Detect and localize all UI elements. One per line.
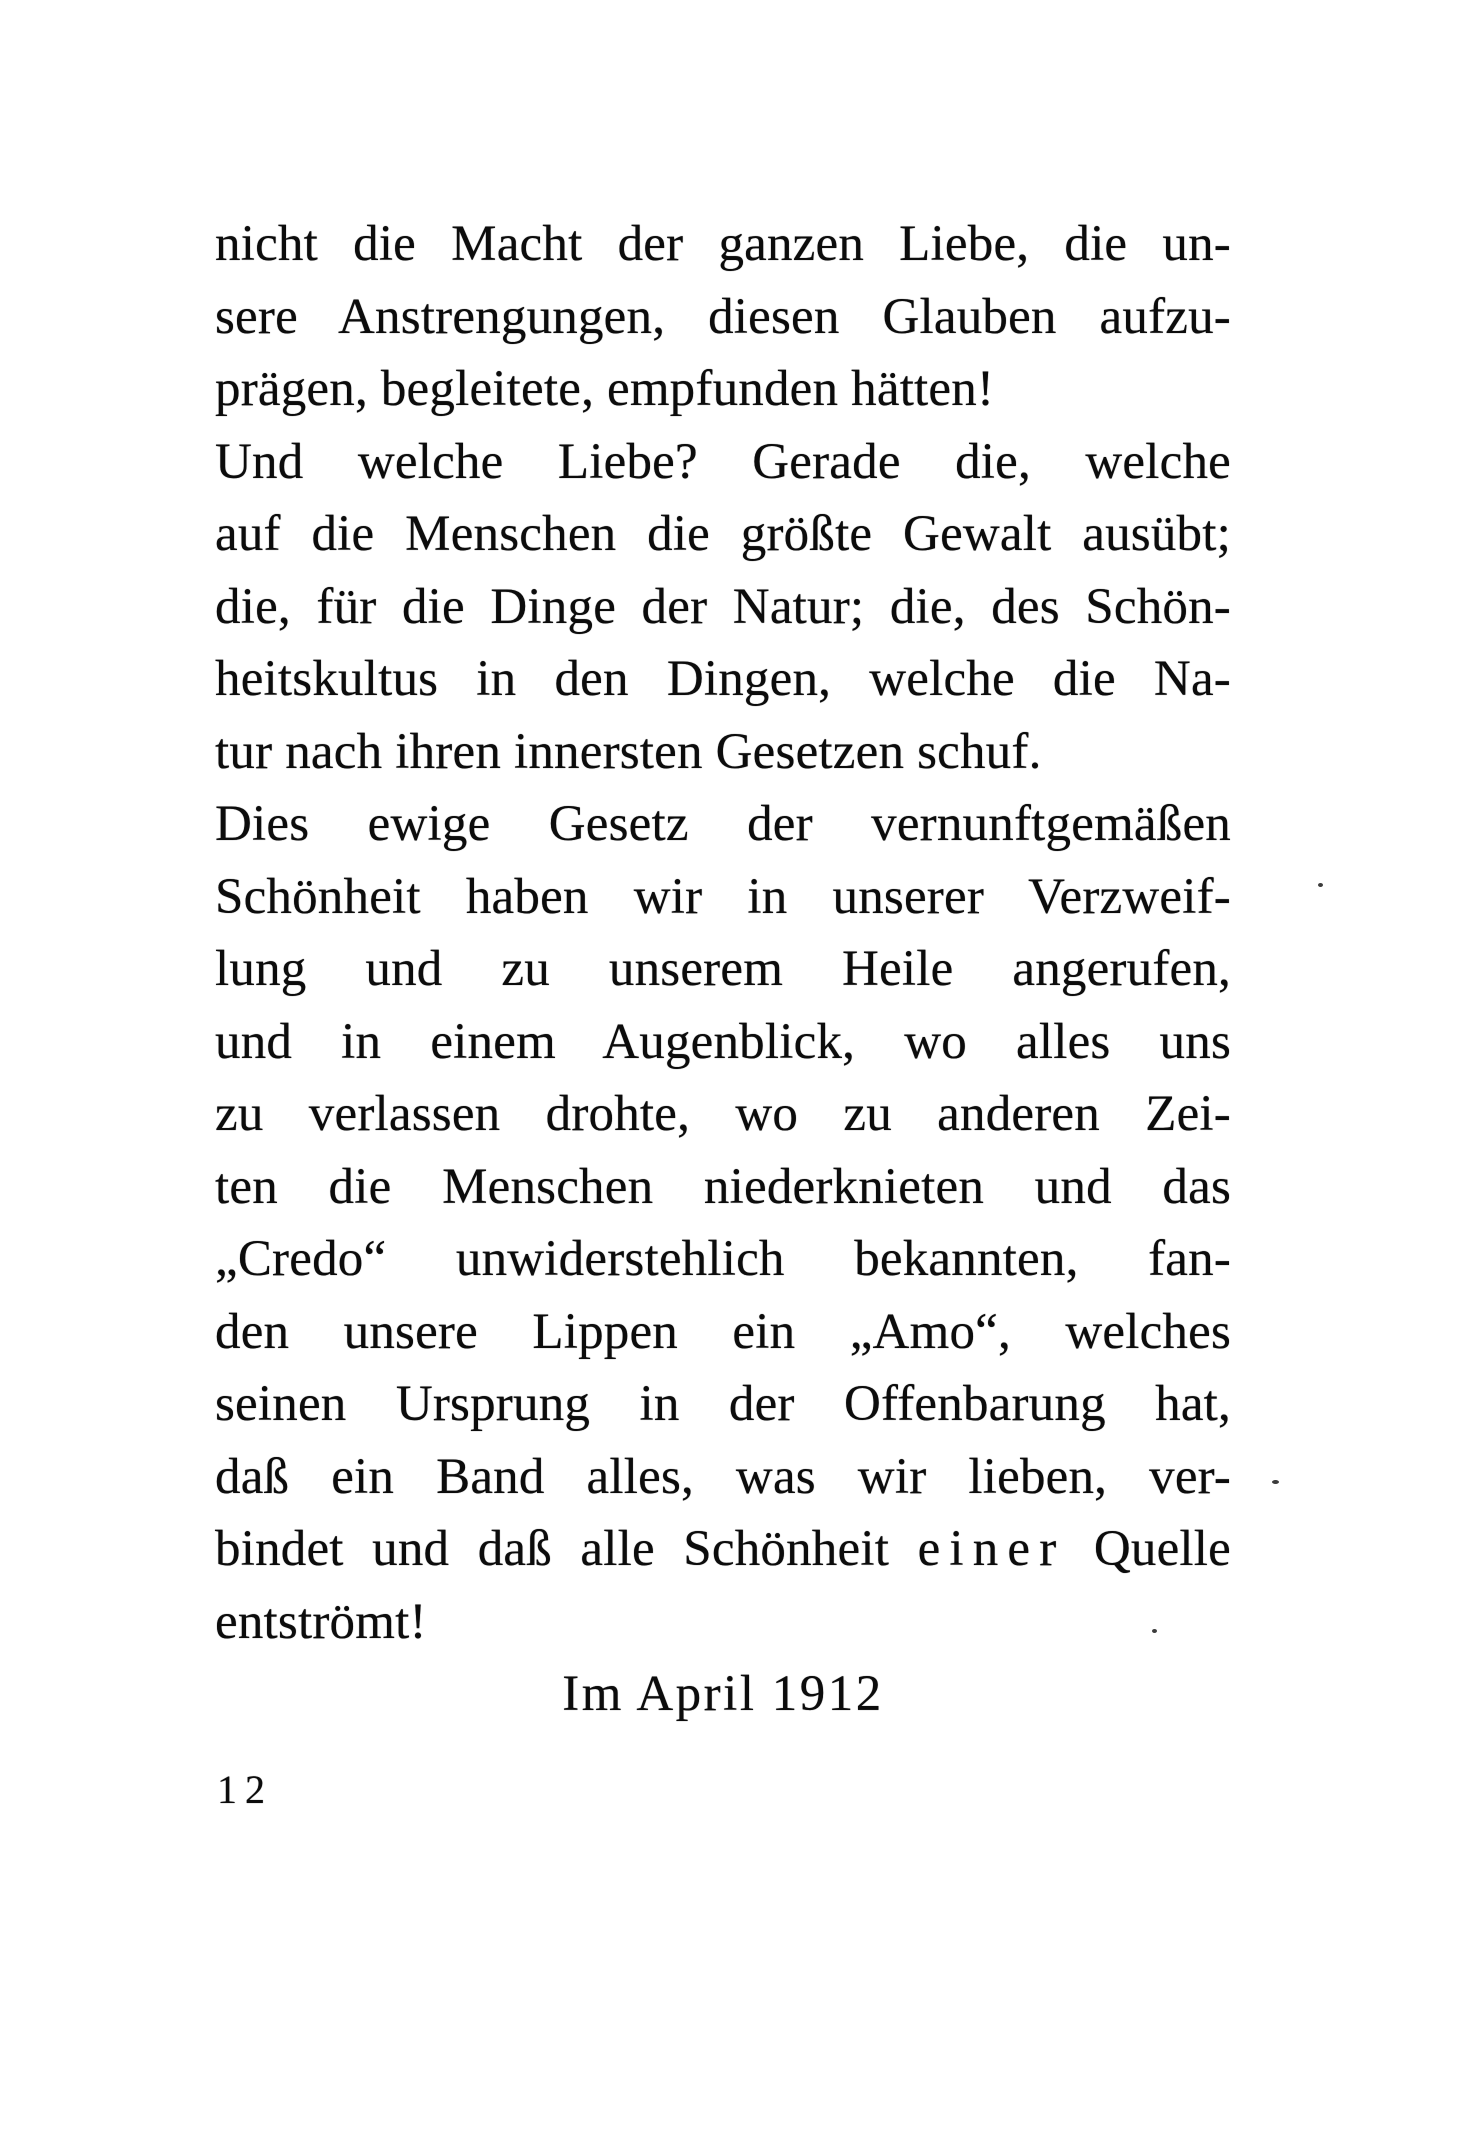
text-line: den unsere Lippen ein „Amo“, welches xyxy=(215,1303,1231,1360)
text-line: lung und zu unserem Heile angerufen, xyxy=(215,941,1231,997)
text-line: seinen Ursprung in der Offenbarung hat, xyxy=(215,1376,1231,1432)
emphasized-word: einer xyxy=(917,1521,1066,1577)
scan-speck xyxy=(1272,1480,1279,1484)
date-line: Im April 1912 xyxy=(562,1666,884,1722)
text-line: zu verlassen drohte, wo zu anderen Zei- xyxy=(215,1086,1231,1142)
text-line: entströmt! xyxy=(215,1593,427,1650)
text-line: und in einem Augenblick, wo alles uns xyxy=(215,1013,1231,1070)
text-line: die, für die Dinge der Natur; die, des Schön- xyxy=(215,578,1231,635)
text-line: prägen, begleitete, empfunden hätten! xyxy=(215,361,995,417)
page-number: 12 xyxy=(217,1767,273,1812)
text-line: auf die Menschen die größte Gewalt ausübt; xyxy=(215,506,1231,562)
text-line: tur nach ihren innersten Gesetzen schuf. xyxy=(215,723,1042,780)
scan-speck xyxy=(1318,883,1323,887)
text-line xyxy=(215,1513,1231,1586)
text-segment: Quelle xyxy=(1065,1521,1232,1577)
text-line: Und welche Liebe? Gerade die, welche xyxy=(215,433,1231,490)
text-line: heitskultus in den Dingen, welche die Na- xyxy=(215,651,1231,707)
body-text xyxy=(215,208,1231,1731)
text-line: nicht die Macht der ganzen Liebe, die un- xyxy=(215,216,1231,272)
text-line: „Credo“ unwiderstehlich bekannten, fan- xyxy=(215,1231,1231,1287)
text-line: ten die Menschen niederknieten und das xyxy=(215,1158,1231,1215)
scan-speck xyxy=(1152,1629,1157,1633)
text-line: Dies ewige Gesetz der vernunftgemäßen xyxy=(215,796,1231,852)
text-segment: bindet und daß alle Schönheit xyxy=(215,1521,918,1577)
text-line: Schönheit haben wir in unserer Verzweif- xyxy=(215,868,1231,925)
text-line: daß ein Band alles, was wir lieben, ver- xyxy=(215,1448,1231,1505)
text-line: sere Anstrengungen, diesen Glauben aufzu- xyxy=(215,288,1231,345)
